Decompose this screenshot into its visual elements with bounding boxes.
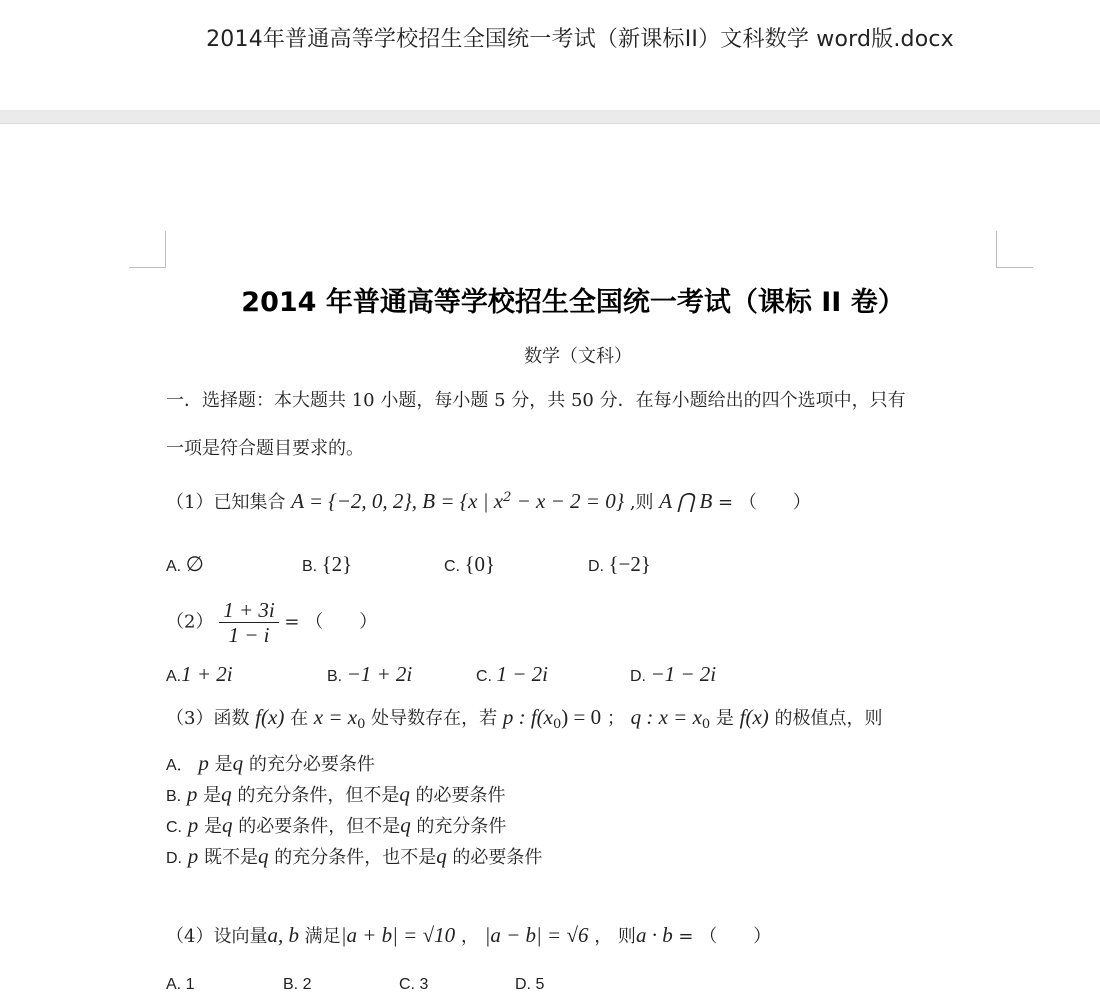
question-text: 处导数存在，若: [365, 708, 503, 729]
option-label: A．: [166, 757, 193, 774]
option-label: D.: [630, 668, 646, 685]
option-label: C.: [166, 819, 182, 836]
q1-option-c: [444, 552, 495, 577]
fraction-denominator: 1 − i: [228, 623, 270, 648]
q2-option-c: [476, 662, 548, 687]
math-variable: p: [187, 813, 199, 837]
q4-option-a: [166, 976, 194, 994]
fraction-numerator: 1 + 3i: [219, 598, 279, 623]
math-variable: q: [232, 751, 244, 775]
q3-option-d: [166, 843, 542, 869]
option-label: C.: [476, 668, 492, 685]
section-intro-line-1: 一．选择题：本大题共 10 小题，每小题 5 分，共 50 分．在每小题给出的四个选项中，只有: [166, 390, 906, 411]
math-expression: A = {−2, 0, 2}, B = {x | x: [291, 489, 504, 513]
question-text: 设向量: [213, 926, 268, 947]
math-expression: a · b: [635, 923, 673, 947]
question-number: （2）: [166, 611, 214, 633]
answer-blank: = （ ）: [712, 492, 811, 513]
option-value: 1 − 2i: [496, 662, 548, 686]
q1-option-d: [588, 552, 651, 577]
question-text: 是: [710, 708, 740, 729]
q3-option-c: [166, 812, 506, 838]
option-value: −1 − 2i: [650, 662, 717, 686]
math-expression: x = x: [313, 705, 358, 729]
option-value: 3: [419, 976, 429, 993]
option-value: −1 + 2i: [346, 662, 413, 686]
question-text: ， 则: [588, 926, 636, 947]
question-text: ,则: [624, 492, 660, 513]
q2-option-d: [630, 662, 716, 687]
q2-option-b: [327, 662, 412, 687]
option-value: {−2}: [608, 552, 651, 576]
q3-option-a: [166, 750, 375, 776]
question-3: [166, 704, 883, 732]
option-text: 的必要条件: [446, 847, 543, 868]
option-value: 2: [302, 976, 312, 993]
answer-blank: = （ ）: [672, 926, 772, 947]
question-text: 在: [284, 708, 314, 729]
question-number: （4）: [166, 926, 214, 947]
question-text: ，: [455, 926, 485, 947]
question-1: [166, 488, 811, 514]
exam-subtitle: 数学（文科）: [524, 346, 632, 367]
math-expression: p : f(x: [502, 705, 553, 729]
option-value: 1 + 2i: [181, 662, 233, 686]
math-expression: − x − 2 = 0}: [511, 489, 625, 513]
option-text: 的必要条件，但不是: [232, 816, 401, 837]
question-text: 的极值点，则: [768, 708, 883, 729]
option-label: D.: [166, 850, 182, 867]
q1-option-a: [166, 552, 204, 577]
option-text: 既不是: [198, 847, 258, 868]
fraction: [219, 598, 279, 647]
option-value: 1: [185, 976, 195, 993]
option-label: C.: [399, 976, 415, 993]
option-text: 的充分必要条件: [243, 754, 375, 775]
math-variable: p: [187, 844, 199, 868]
option-label: B.: [166, 788, 182, 805]
option-value: {0}: [464, 552, 496, 576]
math-expression: A ⋂ B: [659, 489, 713, 513]
option-value: {2}: [321, 552, 353, 576]
document-file-title: 2014年普通高等学校招生全国统一考试（新课标II）文科数学 word版.docx: [206, 27, 954, 52]
math-exponent: 2: [503, 490, 512, 505]
option-label: D.: [588, 558, 604, 575]
math-variable: p: [198, 751, 209, 775]
math-variable: q: [436, 844, 447, 868]
math-subscript: 0: [701, 717, 711, 732]
math-variable: q: [221, 813, 233, 837]
page-separator: [0, 110, 1100, 124]
q4-option-c: [399, 976, 428, 994]
q2-option-a: [166, 662, 233, 687]
math-variable: p: [186, 782, 198, 806]
math-subscript: 0: [357, 717, 366, 732]
math-expression: |a − b| = √6: [484, 923, 589, 947]
question-number: （3）: [166, 708, 214, 729]
question-2: [166, 598, 377, 647]
q4-option-d: [515, 976, 544, 994]
section-intro-line-2: 一项是符合题目要求的。: [166, 438, 364, 459]
option-label: A.: [166, 976, 182, 993]
option-value: ∅: [185, 552, 204, 576]
option-text: 是: [208, 754, 233, 775]
q3-option-b: [166, 781, 506, 807]
math-variable: q: [399, 782, 410, 806]
option-text: 的充分条件: [410, 816, 507, 837]
math-variable: q: [400, 813, 411, 837]
margin-corner-mark-left: [129, 231, 166, 268]
option-label: B.: [283, 976, 299, 993]
option-label: A.: [166, 668, 182, 685]
answer-blank: = （ ）: [278, 611, 378, 633]
math-expression: f(x): [255, 705, 285, 729]
option-label: B.: [327, 668, 343, 685]
question-text: 函数: [213, 708, 256, 729]
option-label: B.: [302, 558, 318, 575]
document-page: [0, 124, 1100, 993]
question-number: （1）: [166, 492, 214, 513]
option-value: 5: [535, 976, 545, 993]
margin-corner-mark-right: [996, 231, 1033, 268]
option-text: 是: [197, 785, 222, 806]
question-text: ；: [601, 708, 631, 729]
option-label: A.: [166, 558, 182, 575]
option-text: 是: [198, 816, 222, 837]
option-label: D.: [515, 976, 531, 993]
question-4: [166, 922, 771, 948]
math-expression: ) = 0: [561, 705, 602, 729]
window-title-bar: [0, 0, 1100, 110]
question-text: 已知集合: [213, 492, 286, 513]
math-expression: a, b: [267, 923, 299, 947]
option-label: C.: [444, 558, 460, 575]
exam-title: 2014 年普通高等学校招生全国统一考试（课标 II 卷）: [241, 287, 905, 318]
math-expression: |a + b| = √10: [340, 923, 456, 947]
question-text: 满足: [298, 926, 341, 947]
math-subscript: 0: [553, 717, 562, 732]
option-text: 的充分条件，但不是: [231, 785, 400, 806]
q1-option-b: [302, 552, 352, 577]
math-expression: f(x): [739, 705, 769, 729]
math-expression: q : x = x: [630, 705, 702, 729]
math-variable: q: [257, 844, 269, 868]
q4-option-b: [283, 976, 311, 994]
math-variable: q: [221, 782, 232, 806]
option-text: 的充分条件，也不是: [268, 847, 437, 868]
option-text: 的必要条件: [409, 785, 506, 806]
